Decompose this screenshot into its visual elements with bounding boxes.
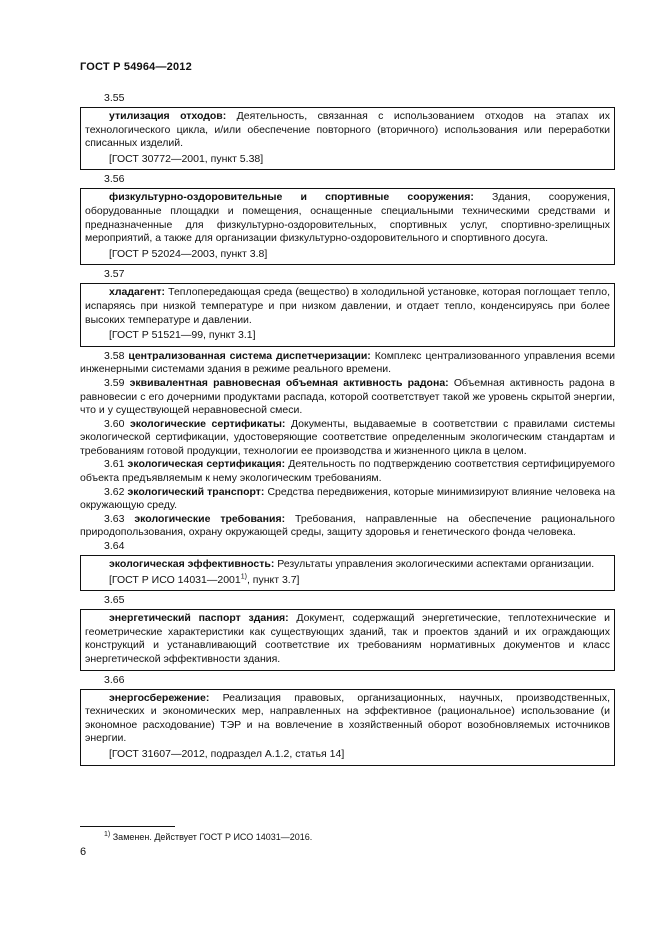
term-number: 3.64 (104, 540, 125, 553)
term-definition: Требования, направленные на обеспечение рационального природопользования, охрану окружающей среды, защиту здоровья и генетического фонда человека. (80, 512, 615, 539)
term-reference: [ГОСТ 31607—2012, подраздел А.1.2, статья 14] (109, 747, 345, 760)
term-name: энергосбережение: (109, 691, 210, 704)
footnote-divider (80, 826, 175, 827)
footnote-marker: 1) (240, 573, 247, 581)
term-definition: Комплекс централизованного управления всеми инженерными системами здания в режиме реального времени. (80, 349, 615, 376)
term-number: 3.57 (104, 268, 125, 281)
term-number: 3.63 (104, 512, 125, 525)
term-box (80, 283, 615, 346)
term-definition: Деятельность по подтверждению соответствия сертифицируемого объекта предъявляемым к нему экологическим требованиям. (80, 458, 615, 485)
term-number: 3.62 (104, 485, 125, 498)
term-paragraph (80, 418, 615, 459)
term-name: утилизация отходов: (109, 110, 227, 122)
term-number: 3.60 (104, 417, 125, 430)
term-box (80, 689, 615, 766)
term-definition: Результаты управления экологическими аспектами организации. (277, 558, 595, 571)
footnote (104, 832, 312, 842)
term-definition: Документ, содержащий энергетические, теплотехнические и геометрические характеристики как существующих зданий, так и проектов зданий и их ограждающих конструкций и устанавливающий соответствие их требованиям нормативных документов и класс энергетической эффективности здания. (85, 612, 611, 665)
term-name: экологические требования: (134, 512, 286, 525)
term-paragraph (80, 486, 615, 513)
term-paragraph (80, 458, 615, 485)
term-box (80, 609, 615, 670)
term-reference: [ГОСТ Р 52024—2003, пункт 3.8] (109, 247, 268, 260)
terms-content (80, 92, 615, 769)
term-reference: [ГОСТ 30772—2001, пункт 5.38] (109, 152, 264, 165)
term-number: 3.56 (104, 173, 125, 186)
term-paragraph (80, 377, 615, 418)
term-number: 3.58 (104, 349, 125, 362)
term-name: экологическая эффективность: (109, 558, 275, 571)
term-paragraph (80, 350, 615, 377)
term-name: эквивалентная равновесная объемная активность радона: (129, 376, 449, 389)
term-definition: Реализация правовых, организационных, научных, производственных, технических и экономических мер, направленных на эффективное (рациональное) использование (и экономное расходование) ТЭР и на вовлечение в хозяйственный оборот возобновляемых источников энергии. (85, 691, 610, 745)
term-number: 3.59 (104, 376, 125, 389)
term-name: хладагент: (109, 286, 166, 299)
term-paragraph (80, 513, 615, 540)
term-number: 3.65 (104, 594, 125, 607)
term-name: централизованная система диспетчеризации: (128, 349, 371, 362)
term-name: экологические сертификаты: (129, 417, 286, 430)
term-definition: Документы, выдаваемые в соответствии с правилами системы экологической сертификации, удостоверяющие соответствие определенным экологическим стандартам и требованиям готовой продукции, технологии ее производства и жизненного цикла в целом. (80, 417, 615, 457)
term-number: 3.61 (104, 458, 125, 471)
term-box (80, 188, 615, 265)
term-reference: [ГОСТ Р ИСО 14031—2001$^{1)}$, пункт 3.7] (109, 573, 300, 586)
term-definition: Деятельность, связанная с использованием отходов на этапах их технологического цикла, и/или обеспечение повторного (вторичного) использования или переработки списанных изделий. (85, 110, 610, 150)
page-number: 6 (80, 846, 87, 858)
term-definition: Средства передвижения, которые минимизируют влияние человека на окружающую среду. (80, 485, 616, 512)
term-name: физкультурно-оздоровительные и спортивные сооружения: (109, 191, 474, 204)
term-name: энергетический паспорт здания: (109, 612, 289, 625)
term-number: 3.66 (104, 673, 125, 686)
term-number: 3.55 (104, 92, 125, 104)
term-definition: Объемная активность радона в равновесии с его дочерними продуктами распада, которой соответствует такой же уровень скрытой энергии, что и у существующей неравновесной смеси. (80, 376, 615, 417)
term-definition: Теплопередающая среда (вещество) в холодильной установке, которая поглощает тепло, испаряясь при низкой температуре и при низком давлении, и отдает тепло, конденсируясь при более высоких температуре и давлении. (85, 286, 610, 326)
footnote-mark: 1) (104, 831, 111, 838)
term-name: экологический транспорт: (127, 485, 265, 498)
term-box (80, 107, 615, 170)
term-definition: Здания, сооружения, оборудованные площадки и помещения, оснащенные специальными техническими средствами и предназначенные для физкультурно-оздоровительных, спортивных услуг, спортивно-зрелищных мероприятий, а также для организации физкультурно-оздоровительного и спортивного досуга. (85, 191, 610, 245)
term-box (80, 555, 615, 591)
document-header: ГОСТ Р 54964—2012 (80, 61, 192, 73)
footnote-text: Заменен. Действует ГОСТ Р ИСО 14031—2016. (112, 832, 313, 842)
term-reference: [ГОСТ Р 51521—99, пункт 3.1] (109, 329, 256, 342)
term-name: экологическая сертификация: (127, 458, 286, 471)
